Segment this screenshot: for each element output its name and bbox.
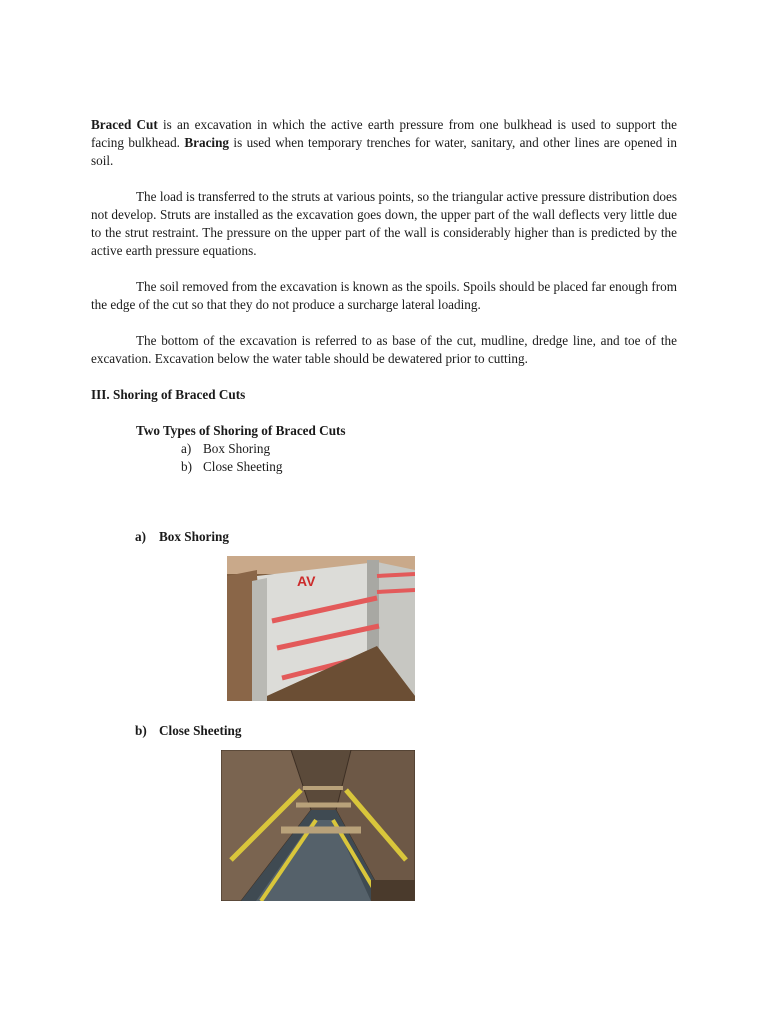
document-body xyxy=(91,116,677,476)
figure-label-text: Box Shoring xyxy=(159,529,229,544)
list-item-label: Close Sheeting xyxy=(203,459,283,474)
section-heading: III. Shoring of Braced Cuts xyxy=(91,387,246,402)
figure-marker: b) xyxy=(135,723,147,738)
types-list xyxy=(181,440,677,476)
list-item xyxy=(181,458,677,476)
list-marker: b) xyxy=(181,459,192,474)
term-bracing: Bracing xyxy=(184,135,230,150)
box-shoring-photo xyxy=(227,556,415,701)
paragraph-text: is used when temporary trenches for water, sanitary, and other lines are opened in soil. xyxy=(91,135,677,168)
close-sheeting-photo xyxy=(221,750,415,901)
figure-label-close-sheeting xyxy=(135,722,241,740)
term-braced-cut: Braced Cut xyxy=(91,117,158,132)
list-item xyxy=(181,440,677,458)
figure-marker: a) xyxy=(135,529,146,544)
list-item-label: Box Shoring xyxy=(203,441,271,456)
brand-mark: AV xyxy=(297,573,316,589)
types-title: Two Types of Shoring of Braced Cuts xyxy=(136,423,346,438)
list-marker: a) xyxy=(181,441,192,456)
paragraph-text: is an excavation in which the active earth pressure from one bulkhead is used to support the facing bulkhead. xyxy=(91,117,677,150)
paragraph-braced-cut xyxy=(91,116,677,170)
paragraph-excavation-bottom: The bottom of the excavation is referred to as base of the cut, mudline, dredge line, and toe of the excavation. Excavation below the water table should be dewatered prior to cutting. xyxy=(91,333,677,366)
paragraph-spoils: The soil removed from the excavation is known as the spoils. Spoils should be placed far enough from the edge of the cut so that they do not produce a surcharge lateral loading. xyxy=(91,279,677,312)
paragraph-load-transfer: The load is transferred to the struts at various points, so the triangular active pressure distribution does not develop. Struts are installed as the excavation goes down, the upper part of the wall deflects very little due to the strut restraint. The pressure on the upper part of the wall is considerably higher than is predicted by the active earth pressure equations. xyxy=(91,189,677,258)
figure-label-text: Close Sheeting xyxy=(159,723,242,738)
figure-label-box-shoring xyxy=(135,528,229,546)
